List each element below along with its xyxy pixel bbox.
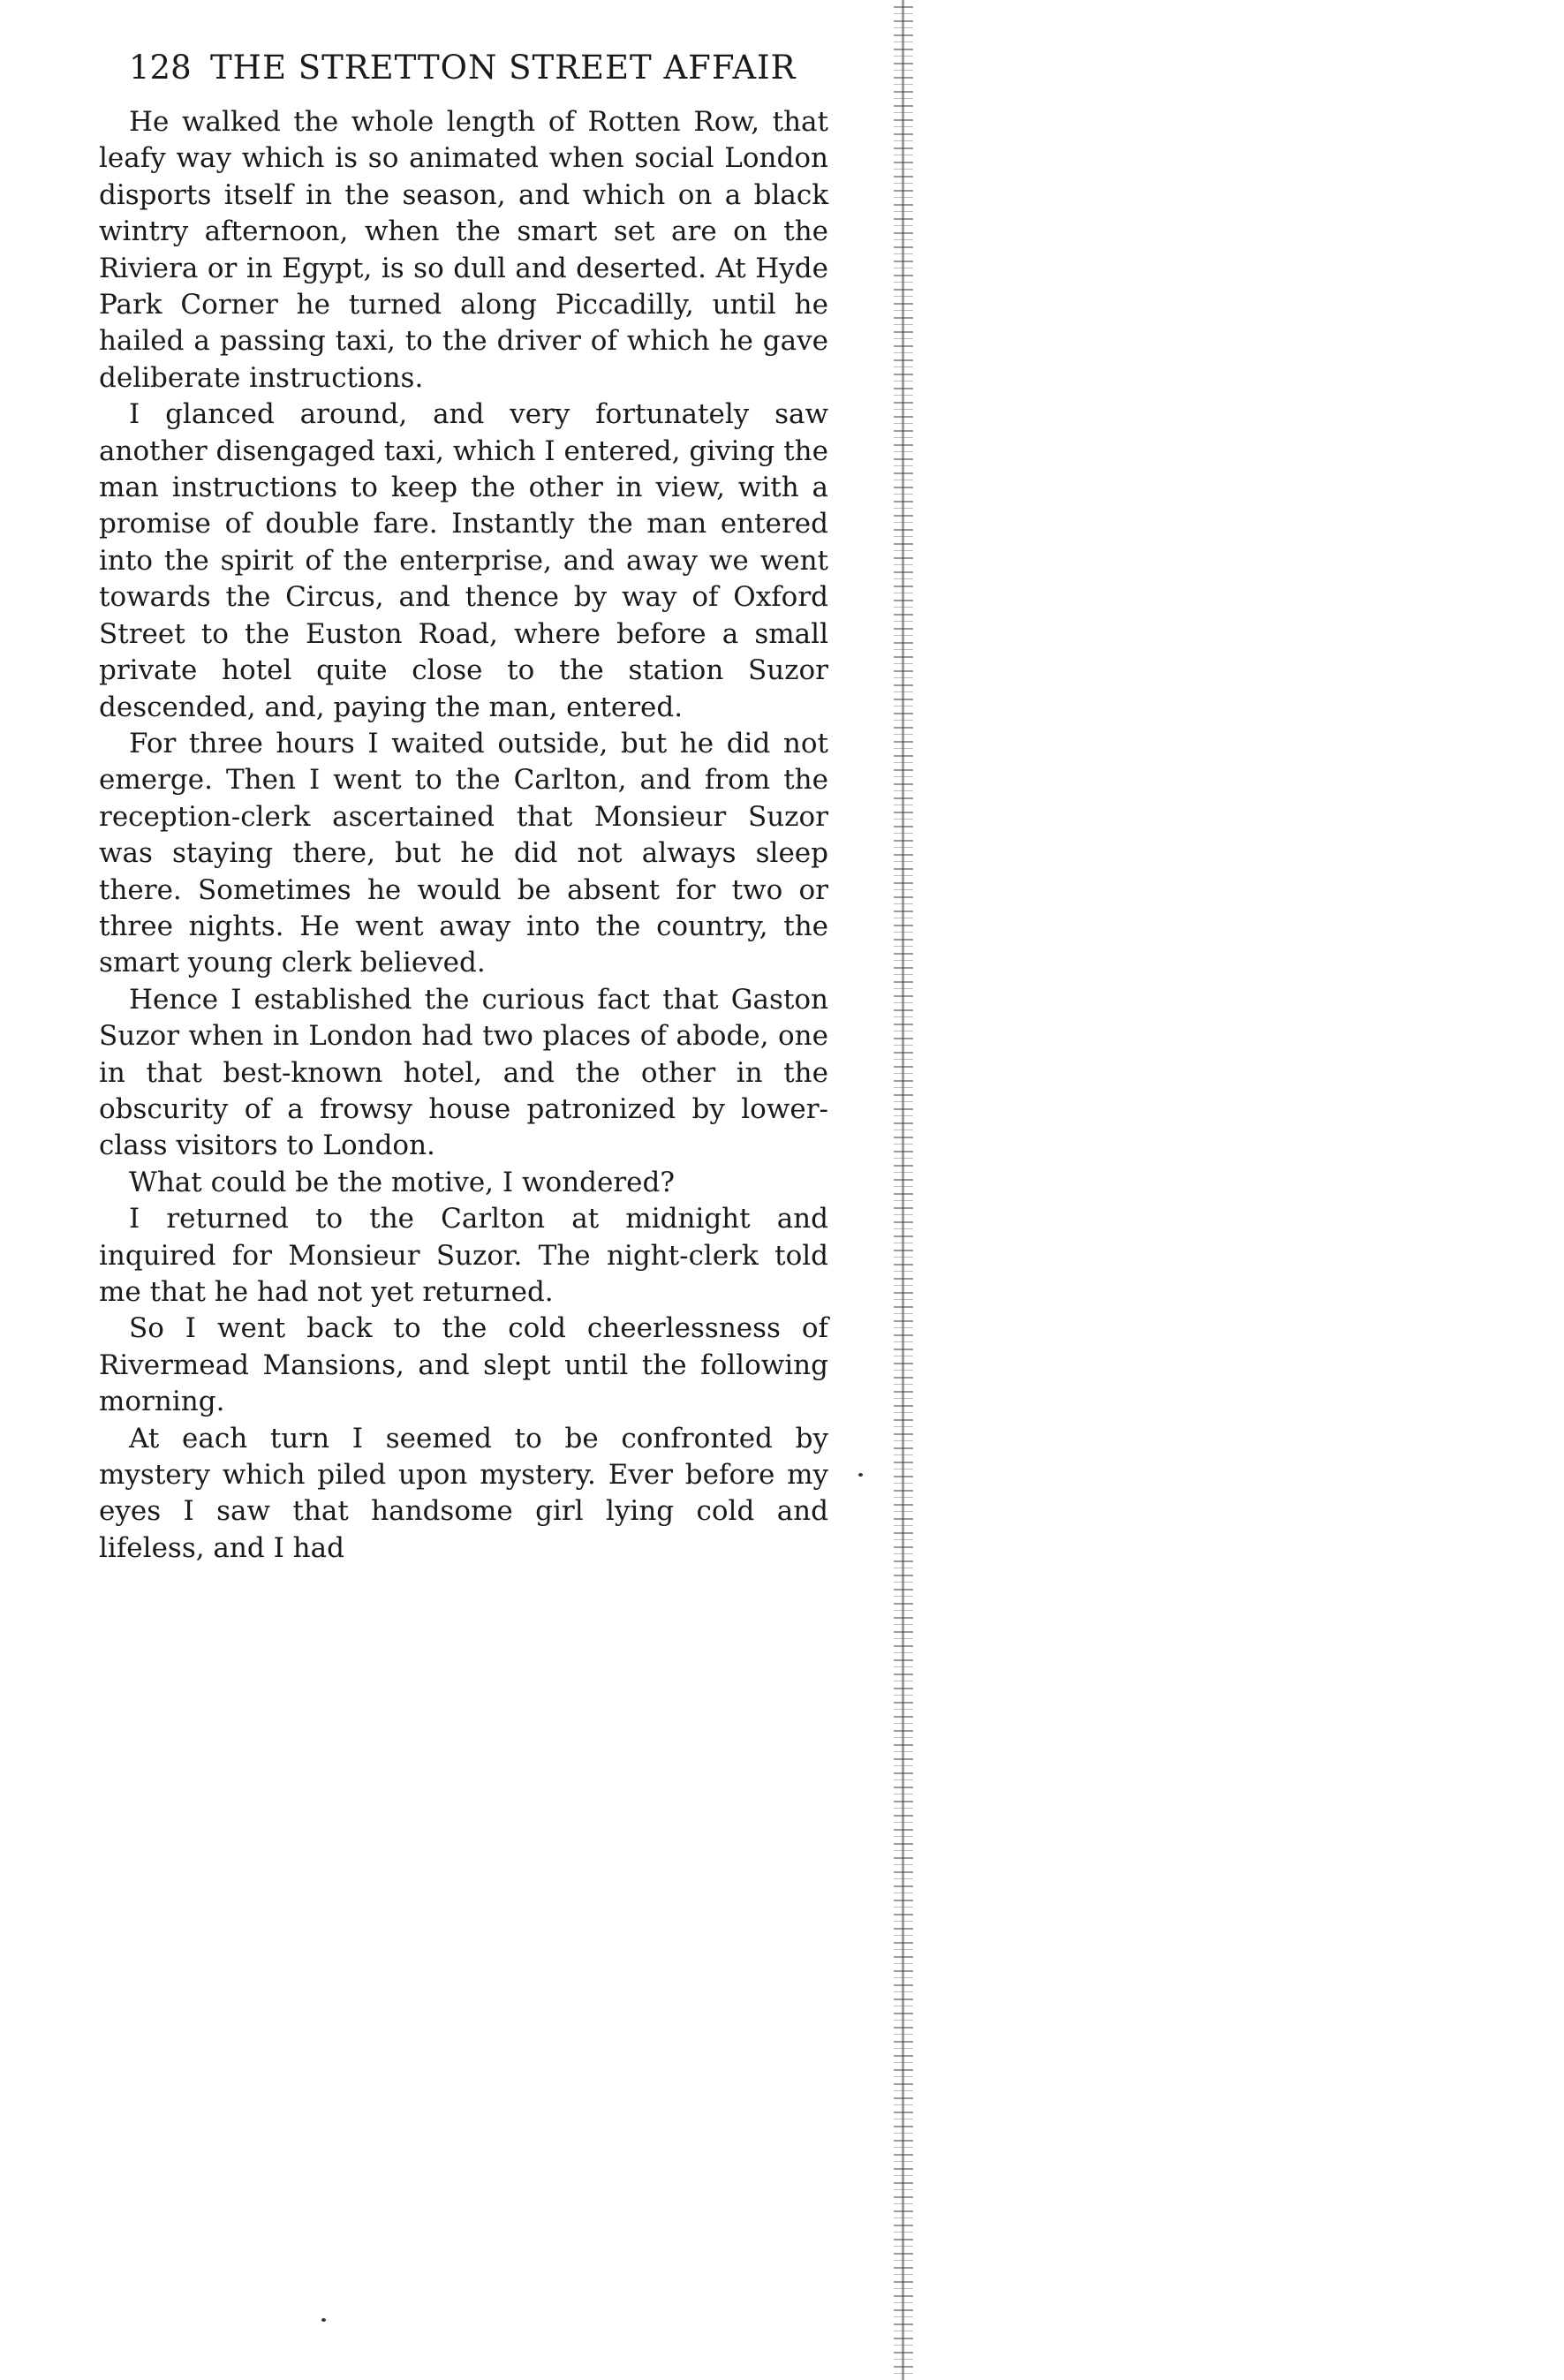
paragraph: At each turn I seemed to be confronted by mystery which piled upon mystery. Ever before my eyes I saw that handsome girl lying cold and lifeless, and I had [99, 1422, 828, 1564]
page-number: 128 [129, 49, 192, 87]
ink-speck [858, 1473, 863, 1477]
ink-speck [321, 2318, 326, 2322]
paragraph: Hence I established the curious fact that Gaston Suzor when in London had two places of abode, one in that best-known hotel, and the other in the obscurity of a frowsy house patronized by lower-class visitors to London. [99, 983, 828, 1162]
paragraph: He walked the whole length of Rotten Row, that leafy way which is so animated when social London disports itself in the season, and which on a black wintry afternoon, when the smart set are on the Riviera or in Egypt, is so dull and deserted. At Hyde Park Corner he turned along Piccadilly, until he hailed a passing taxi, to the driver of which he gave deliberate instructions. [99, 106, 828, 394]
binding-edge-line [902, 0, 904, 2380]
paragraph: I returned to the Carlton at midnight and inquired for Monsieur Suzor. The night-clerk told me that he had not yet returned. [99, 1203, 828, 1308]
running-title: THE STRETTON STREET AFFAIR [210, 49, 797, 87]
paragraph: What could be the motive, I wondered? [129, 1166, 675, 1198]
body-text [99, 104, 828, 1567]
paragraph: I glanced around, and very fortunately saw another disengaged taxi, which I entered, giving the man instructions to keep the other in view, with a promise of double fare. Instantly the man entered into the spirit of the enterprise, and away we went towards the Circus, and thence by way of Oxford Street to the Euston Road, where before a small private hotel quite close to the station Suzor descended, and, paying the man, entered. [99, 398, 828, 723]
running-head [129, 46, 835, 90]
paragraph: So I went back to the cold cheerlessness of Rivermead Mansions, and slept until the following morning. [99, 1312, 828, 1418]
paragraph: For three hours I waited outside, but he did not emerge. Then I went to the Carlton, and from the reception-clerk ascertained that Monsieur Suzor was staying there, but he did not always sleep there. Sometimes he would be absent for two or three nights. He went away into the country, the smart young clerk believed. [99, 727, 828, 979]
